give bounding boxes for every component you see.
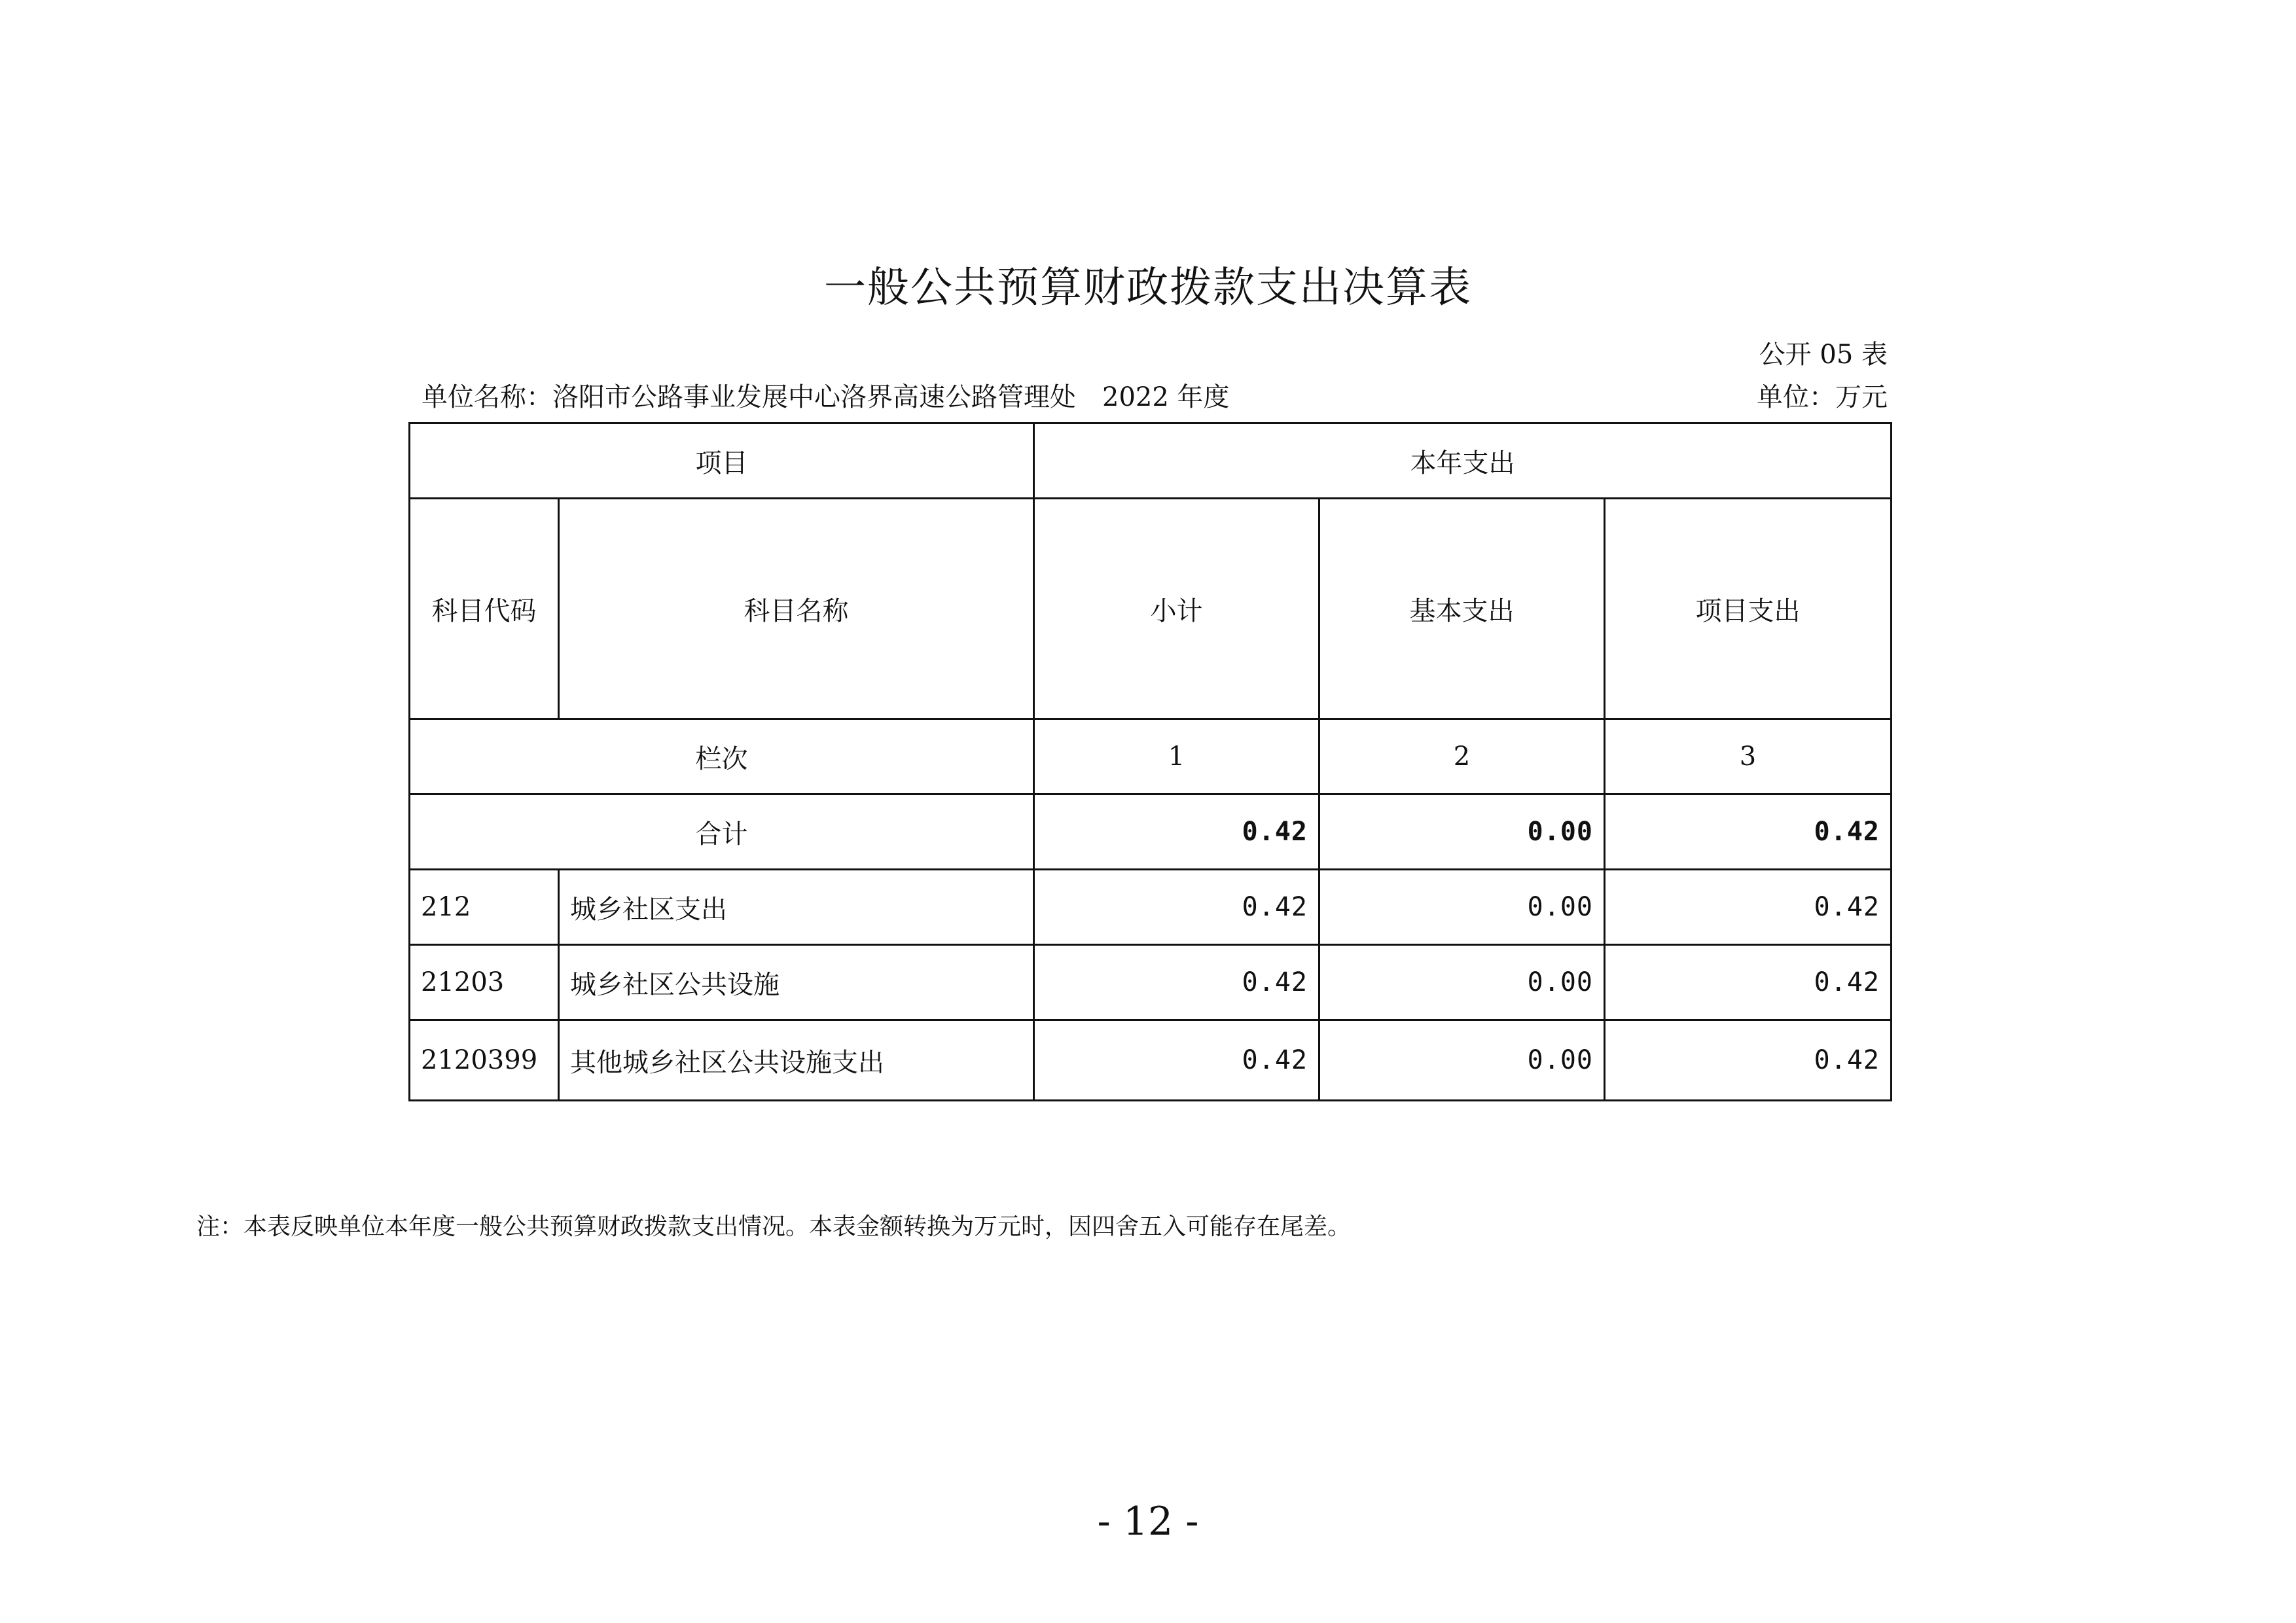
column-index-2: 2 (1319, 719, 1605, 794)
row-project: 0.42 (1605, 945, 1892, 1020)
page-number: - 12 - (1097, 1499, 1199, 1544)
header-project-expense: 项目支出 (1605, 499, 1892, 719)
form-number: 公开 05 表 (1759, 340, 1888, 370)
column-index-label: 栏次 (410, 719, 1034, 794)
row-basic: 0.00 (1319, 1020, 1605, 1101)
table-row (410, 1020, 1892, 1101)
row-name: 城乡社区公共设施 (559, 945, 1034, 1020)
row-project: 0.42 (1605, 870, 1892, 945)
total-basic: 0.00 (1319, 794, 1605, 870)
fiscal-year: 2022 年度 (1102, 382, 1230, 412)
header-project: 项目 (410, 423, 1034, 499)
header-subtotal: 小计 (1034, 499, 1319, 719)
column-index-1: 1 (1034, 719, 1319, 794)
total-label: 合计 (410, 794, 1034, 870)
row-code: 2120399 (410, 1020, 559, 1101)
header-subject-name: 科目名称 (559, 499, 1034, 719)
row-code: 21203 (410, 945, 559, 1020)
row-basic: 0.00 (1319, 945, 1605, 1020)
table-row (410, 870, 1892, 945)
header-row-2 (410, 499, 1892, 719)
column-index-3: 3 (1605, 719, 1892, 794)
table-row (410, 945, 1892, 1020)
total-subtotal: 0.42 (1034, 794, 1319, 870)
row-subtotal: 0.42 (1034, 945, 1319, 1020)
header-row-1 (410, 423, 1892, 499)
header-current-year-expense: 本年支出 (1034, 423, 1892, 499)
row-name: 其他城乡社区公共设施支出 (559, 1020, 1034, 1101)
row-project: 0.42 (1605, 1020, 1892, 1101)
unit-measure: 单位：万元 (1757, 382, 1888, 412)
row-code: 212 (410, 870, 559, 945)
header-subject-code: 科目代码 (410, 499, 559, 719)
unit-name-line (422, 380, 1230, 415)
page-title: 一般公共预算财政拨款支出决算表 (824, 264, 1472, 312)
budget-table (408, 422, 1892, 1101)
header-basic-expense: 基本支出 (1319, 499, 1605, 719)
row-subtotal: 0.42 (1034, 1020, 1319, 1101)
footnote: 注：本表反映单位本年度一般公共预算财政拨款支出情况。本表金额转换为万元时，因四舍五入可能存在尾差。 (196, 1213, 1352, 1240)
unit-name: 单位名称：洛阳市公路事业发展中心洛界高速公路管理处 (422, 382, 1076, 412)
row-basic: 0.00 (1319, 870, 1605, 945)
total-row (410, 794, 1892, 870)
column-index-row (410, 719, 1892, 794)
row-subtotal: 0.42 (1034, 870, 1319, 945)
row-name: 城乡社区支出 (559, 870, 1034, 945)
total-project: 0.42 (1605, 794, 1892, 870)
